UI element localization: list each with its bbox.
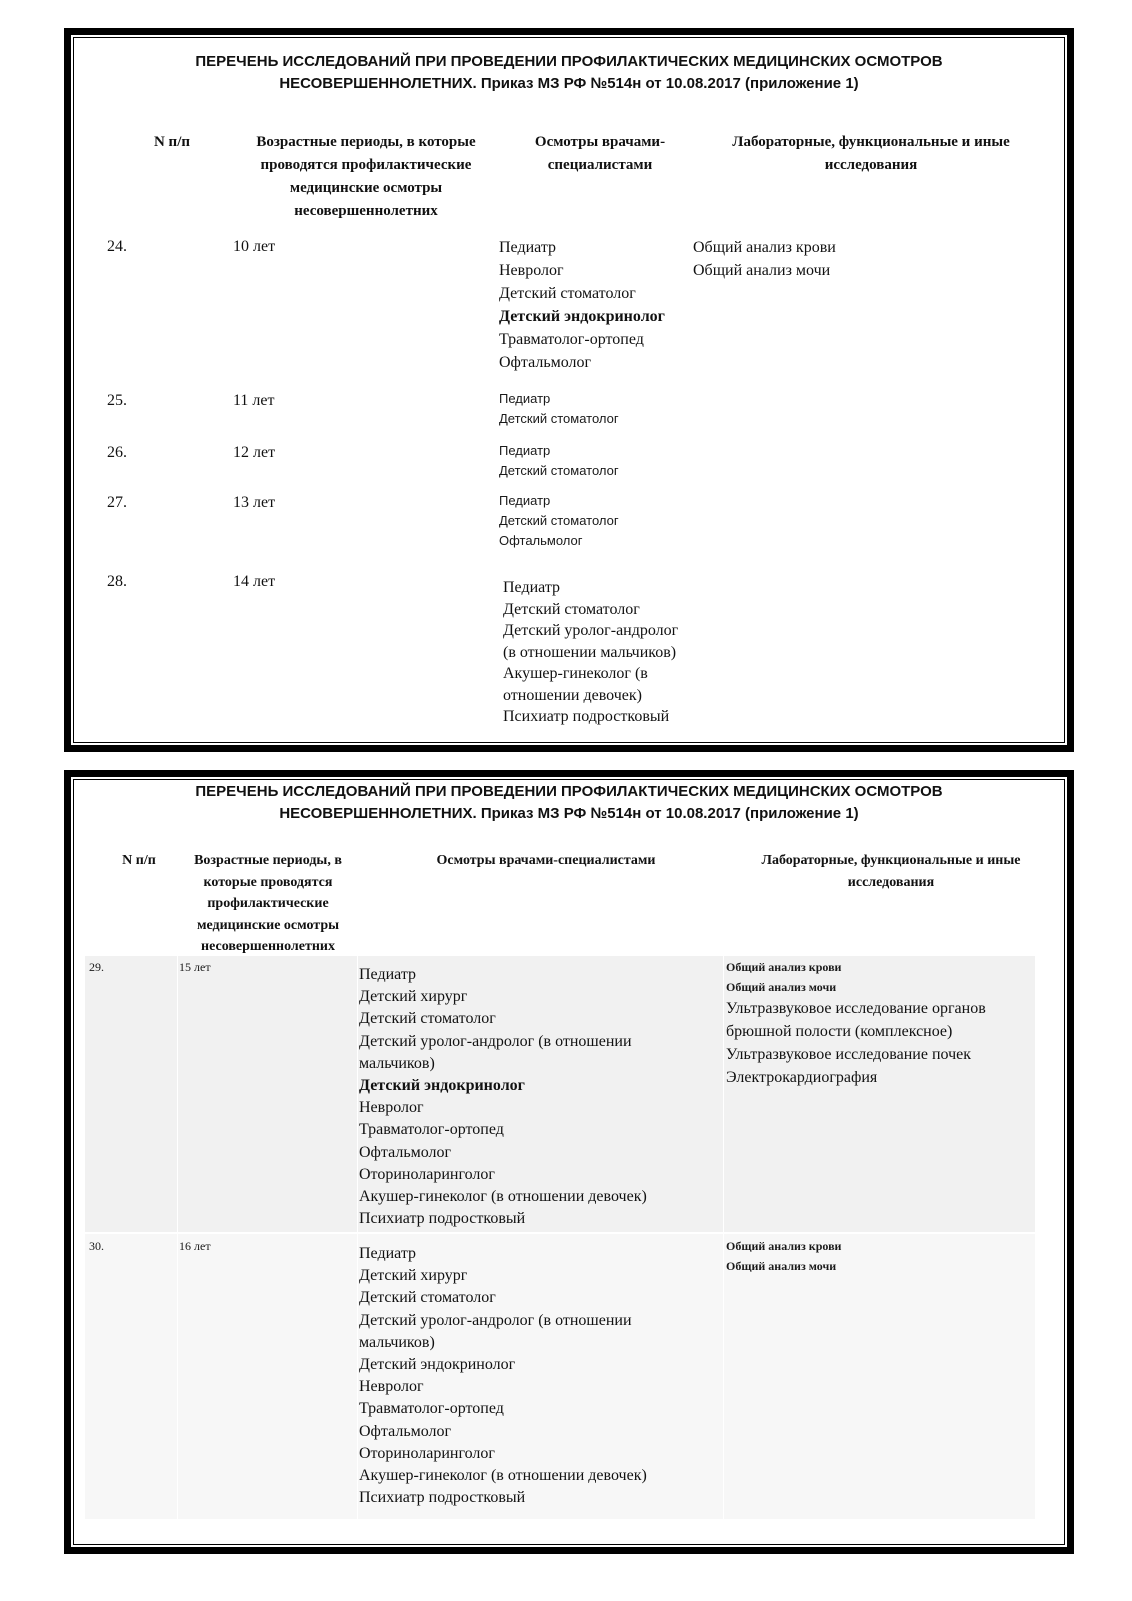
header-num: N п/п [153,134,191,150]
row-26-num: 26. [107,444,127,461]
row-30-age: 16 лет [179,1239,211,1253]
row-28-doctors: Педиатр Детский стоматолог Детский уролог-андролог (в отношении мальчиков) Акушер-гинеколог (в отношении девочек) Психиатр подростковый [503,579,679,725]
panel-2-title: ПЕРЕЧЕНЬ ИССЛЕДОВАНИЙ ПРИ ПРОВЕДЕНИИ ПРОФИЛАКТИЧЕСКИХ МЕДИЦИНСКИХ ОСМОТРОВ НЕСОВЕРШЕННОЛЕТНИХ. Приказ МЗ РФ №514н от 10.08.2017 (приложение 1) [195,783,943,822]
row-30-labs-basic: Общий анализ крови Общий анализ мочи [726,1239,842,1273]
row-24-labs: Общий анализ крови Общий анализ мочи [693,239,836,279]
row-27-doctors: Педиатр Детский стоматолог Офтальмолог [499,493,619,548]
header-doctors: Осмотры врачами- специалистами [534,134,666,173]
document-panel-1 [64,28,1074,752]
row-28-num: 28. [107,573,127,590]
header-num-2: N п/п [122,853,156,868]
row-25-doctors: Педиатр Детский стоматолог [499,391,619,426]
row-29-labs-basic: Общий анализ крови Общий анализ мочи [726,960,842,994]
column-divider [723,956,724,1519]
header-age-2: Возрастные периоды, в которые проводятся профилактические медицинские осмотры несовершеннолетних [194,853,342,954]
document-panel-2 [64,770,1074,1554]
row-28-age: 14 лет [233,573,276,590]
row-29-labs: Ультразвуковое исследование органов брюшной полости (комплексное) Ультразвуковое исследование почек Электрокардиография [726,1000,986,1086]
row-26-age: 12 лет [233,444,276,461]
row-29-num: 29. [89,960,104,974]
row-29-doctors: Педиатр Детский хирург Детский стоматолог Детский уролог-андролог (в отношении мальчиков) Детский эндокринолог Невролог Травматолог-ортопед Офтальмолог Оториноларинголог Акушер-гинеколог (в отношении девочек) Психиатр подростковый [359,966,647,1228]
column-divider [177,956,178,1519]
column-divider [357,956,358,1519]
header-doctors-2: Осмотры врачами-специалистами [436,853,656,868]
row-24-num: 24. [107,238,127,255]
row-27-num: 27. [107,494,127,511]
header-labs-2: Лабораторные, функциональные и иные исследования [761,853,1021,890]
row-24-age: 10 лет [233,238,276,255]
header-labs: Лабораторные, функциональные и иные исследования [732,134,1010,173]
row-29-age: 15 лет [179,960,211,974]
row-25-num: 25. [107,392,127,409]
header-age: Возрастные периоды, в которые проводятся профилактические медицинские осмотры несовершеннолетних [256,134,476,219]
row-30-doctors: Педиатр Детский хирург Детский стоматолог Детский уролог-андролог (в отношении мальчиков) Детский эндокринолог Невролог Травматолог-ортопед Офтальмолог Оториноларинголог Акушер-гинеколог (в отношении девочек) Психиатр подростковый [359,1245,647,1507]
panel-1-title: ПЕРЕЧЕНЬ ИССЛЕДОВАНИЙ ПРИ ПРОВЕДЕНИИ ПРОФИЛАКТИЧЕСКИХ МЕДИЦИНСКИХ ОСМОТРОВ НЕСОВЕРШЕННОЛЕТНИХ. Приказ МЗ РФ №514н от 10.08.2017 (приложение 1) [195,53,943,92]
row-27-age: 13 лет [233,494,276,511]
row-26-doctors: Педиатр Детский стоматолог [499,443,619,478]
row-25-age: 11 лет [233,392,275,409]
row-24-doctors: Педиатр Невролог Детский стоматолог Детский эндокринолог Травматолог-ортопед Офтальмолог [499,239,665,371]
row-30-num: 30. [89,1239,104,1253]
